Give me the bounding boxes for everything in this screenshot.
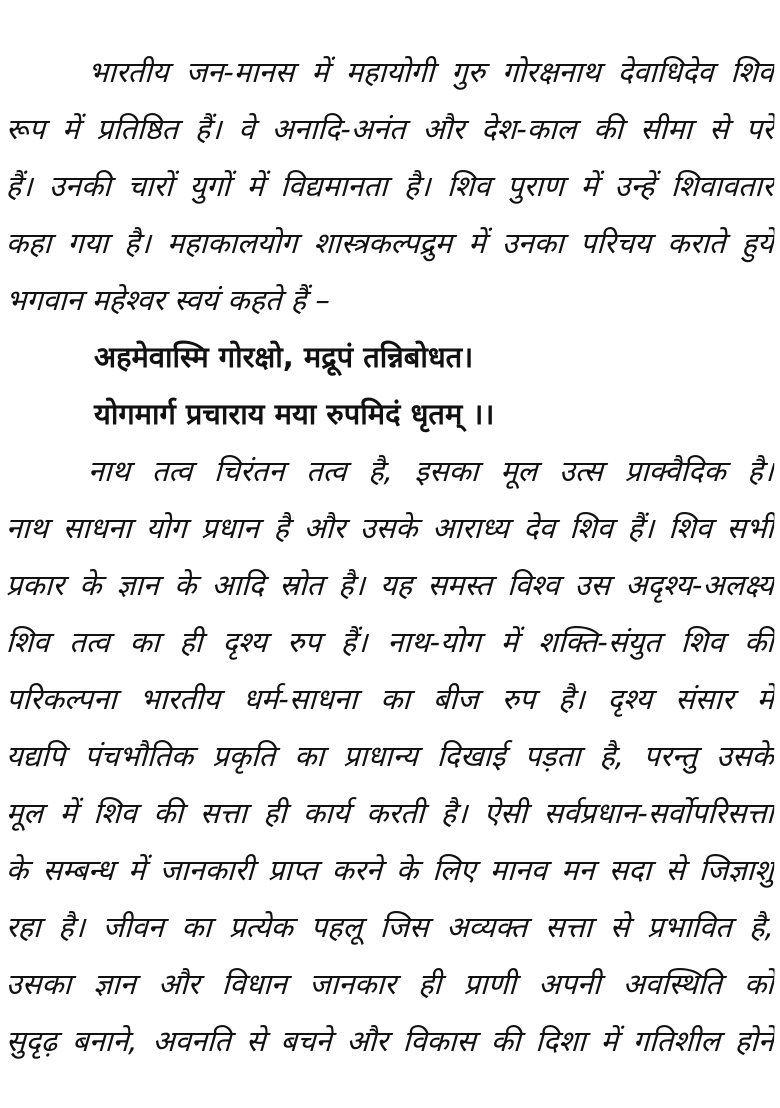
paragraph2-line: प्रकार के ज्ञान के आदि स्रोत है। यह समस्त विश्व उस अदृश्य-अलक्ष्य	[5, 568, 775, 602]
paragraph2-line: रहा है। जीवन का प्रत्येक पहलू जिस अव्यक्त सत्ता से प्रभावित है,	[5, 910, 775, 944]
verse-line: योगमार्ग प्रचाराय मया रुपमिदं धृतम् ।।	[94, 397, 495, 431]
paragraph2-line: नाथ तत्व चिरंतन तत्व है, इसका मूल उत्स प्राक्वैदिक है।	[87, 454, 775, 488]
paragraph2-line: मूल में शिव की सत्ता ही कार्य करती है। ऐसी सर्वप्रधान-सर्वोपरिसत्ता	[5, 796, 775, 830]
paragraph1-line: भगवान महेश्वर स्वयं कहते हैं –	[5, 283, 331, 317]
paragraph1-line: रूप में प्रतिष्ठित हैं। वे अनादि-अनंत और देश-काल की सीमा से परे	[5, 112, 775, 146]
paragraph1-line: हैं। उनकी चारों युगों में विद्यमानता है। शिव पुराण में उन्हें शिवावतार	[5, 169, 775, 203]
paragraph2-line: नाथ साधना योग प्रधान है और उसके आराध्य देव शिव हैं। शिव सभी	[5, 511, 775, 545]
verse-line: अहमेवास्मि गोरक्षो, मद्रूपं तन्निबोधत।	[94, 340, 474, 374]
paragraph2-line: सुदृढ़ बनाने, अवनति से बचने और विकास की दिशा में गतिशील होने	[5, 1024, 775, 1058]
document-page	[6, 44, 774, 1070]
paragraph2-line: यद्यपि पंचभौतिक प्रकृति का प्राधान्य दिखाई पड़ता है, परन्तु उसके	[5, 739, 775, 773]
paragraph2-line: शिव तत्व का ही दृश्य रुप हैं। नाथ-योग में शक्ति-संयुत शिव की	[5, 625, 775, 659]
paragraph2-line: परिकल्पना भारतीय धर्म-साधना का बीज रुप है। दृश्य संसार में	[5, 682, 775, 716]
paragraph2-line: के सम्बन्ध में जानकारी प्राप्त करने के लिए मानव मन सदा से जिज्ञाशु	[5, 853, 775, 887]
paragraph1-line: भारतीय जन-मानस में महायोगी गुरु गोरक्षनाथ देवाधिदेव शिव	[87, 55, 775, 89]
paragraph1-line: कहा गया है। महाकालयोग शास्त्रकल्पद्रुम में उनका परिचय कराते हुये	[5, 226, 775, 260]
paragraph2-line: उसका ज्ञान और विधान जानकार ही प्राणी अपनी अवस्थिति को	[5, 967, 775, 1001]
